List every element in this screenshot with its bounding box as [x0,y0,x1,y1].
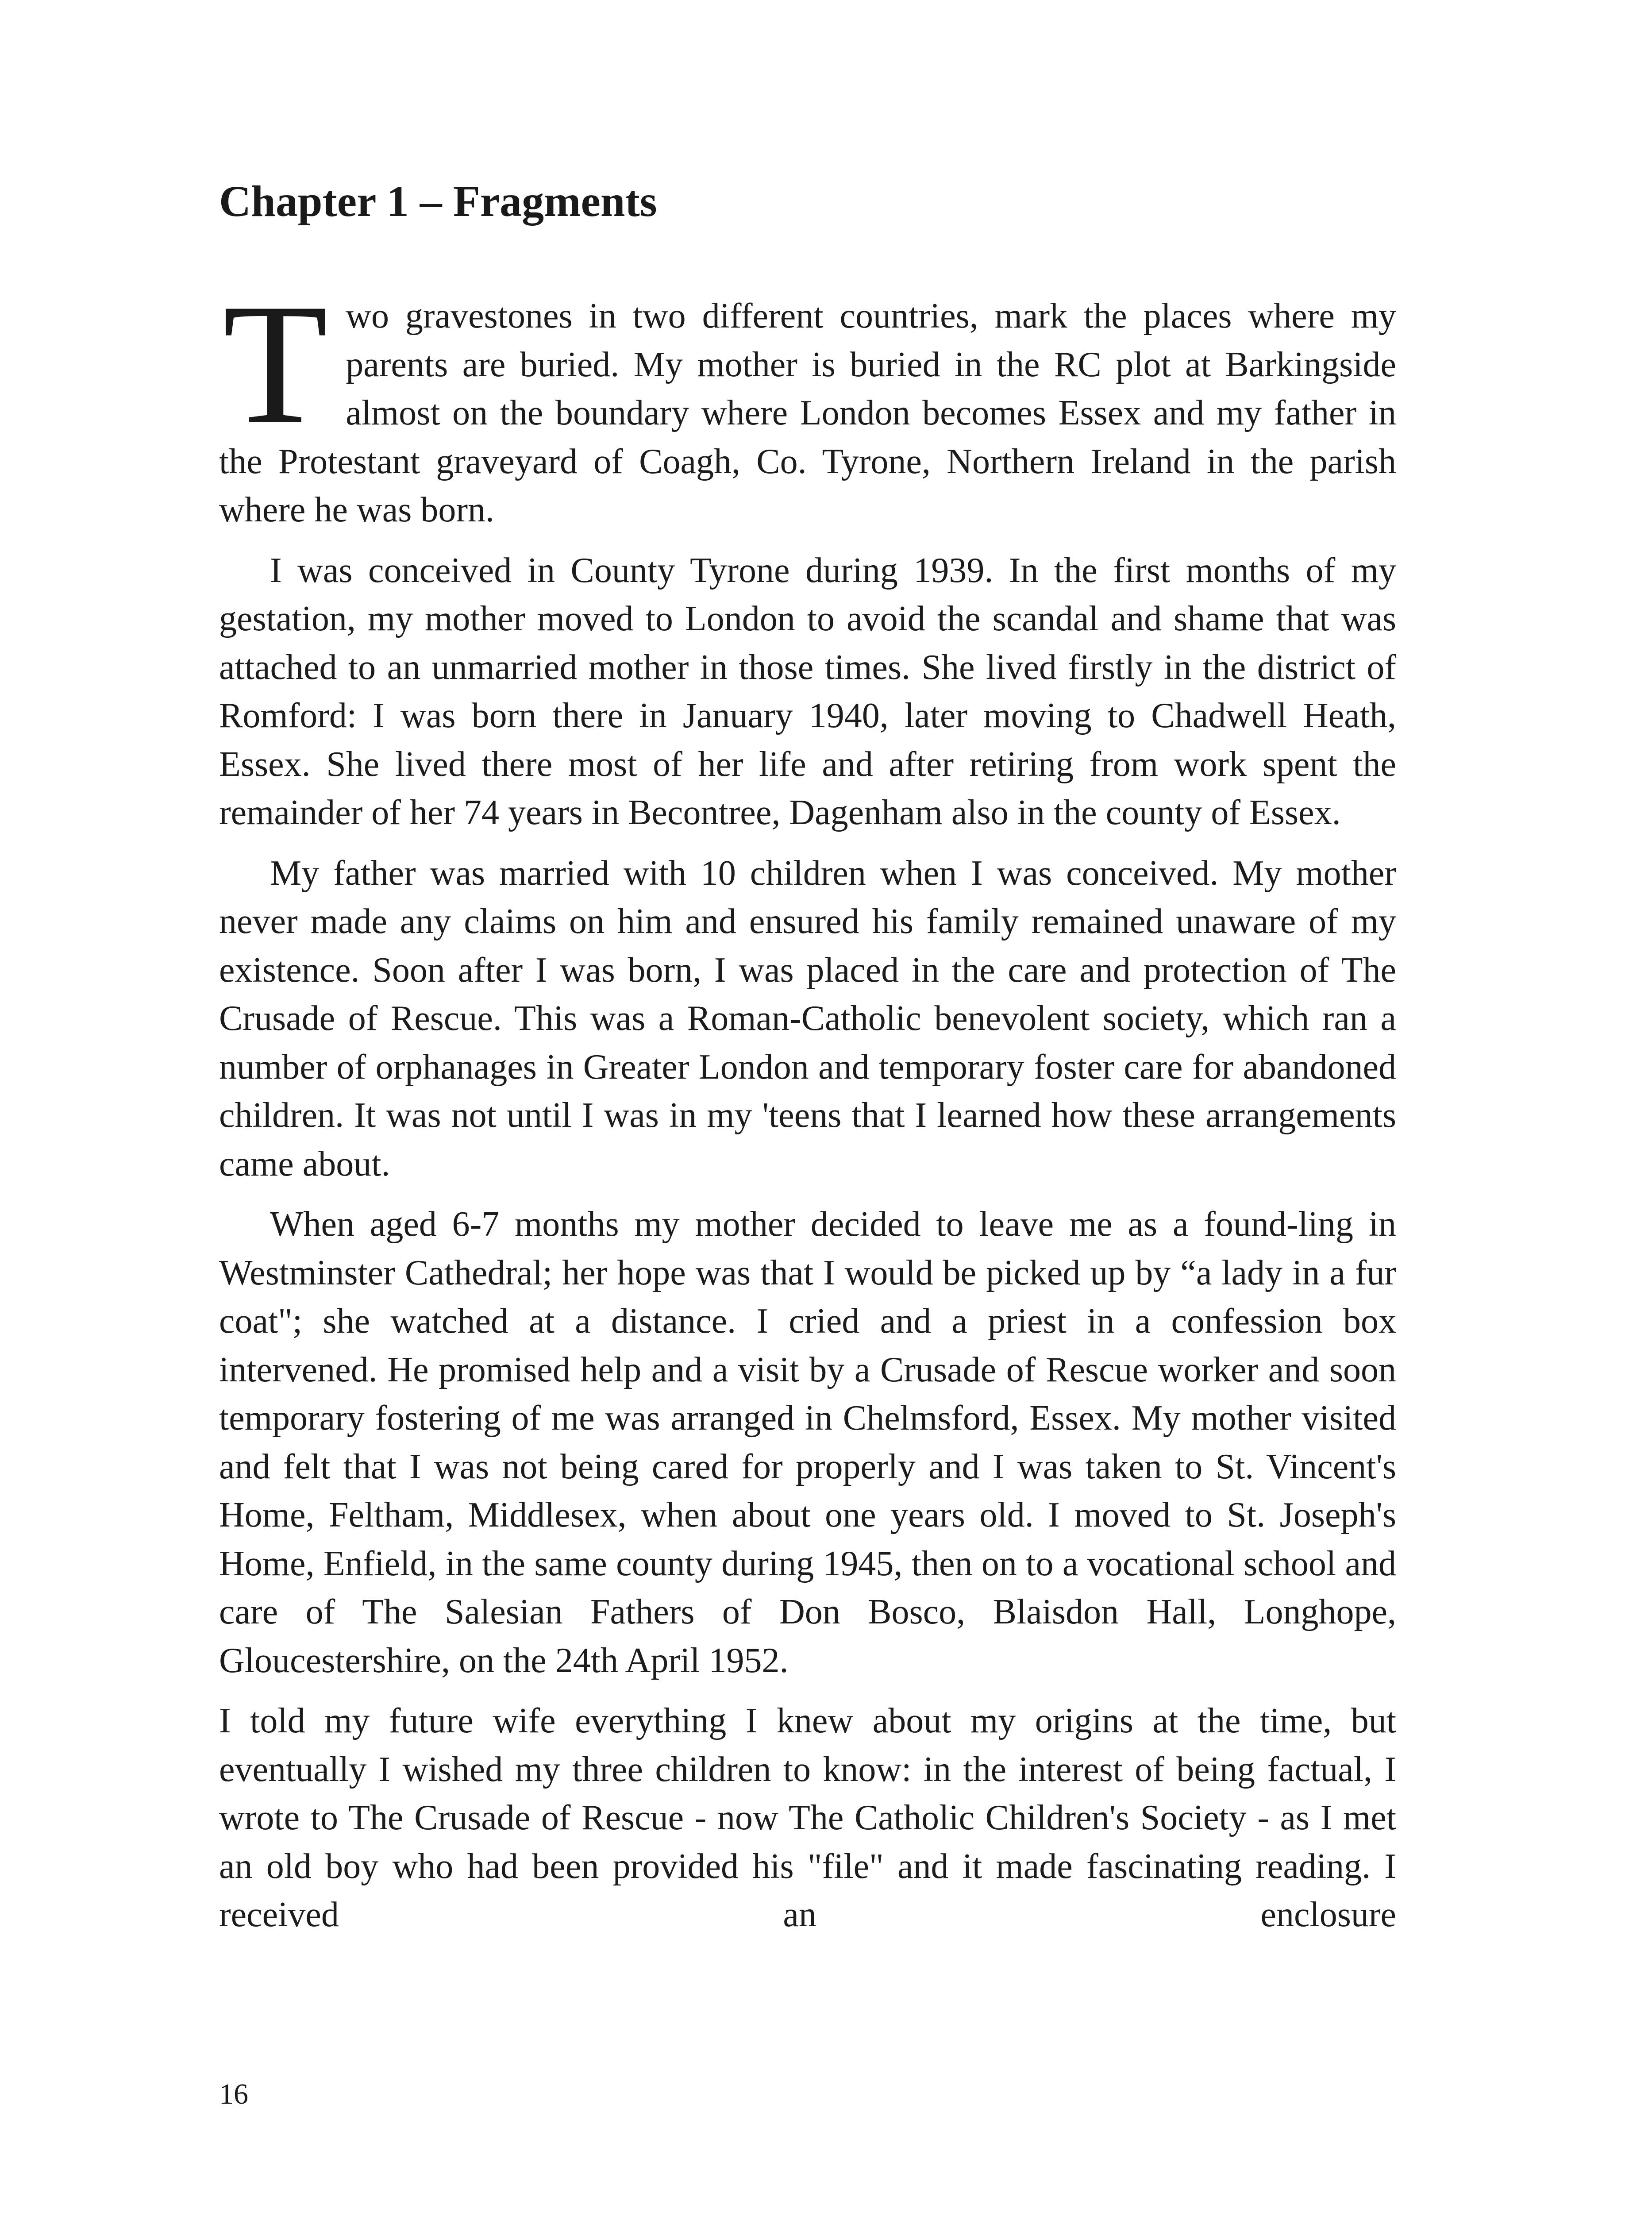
paragraph: I was conceived in County Tyrone during 1939. In the first months of my gestation, my mother moved to London to avoid the scandal and shame that was attached to an unmarried mother in those times. She lived firstly in the district of Romford: I was born there in January 1940, later moving to Chadwell Heath, Essex. She lived there most of her life and after retiring from work spent the remainder of her 74 years in Becontree, Dagenham also in the county of Essex. [219,551,1396,832]
chapter-body [219,268,1396,1939]
page-number: 16 [219,2078,248,2110]
drop-cap: T [223,268,328,459]
chapter-title: Chapter 1 – Fragments [219,177,657,226]
paragraph [219,268,1396,535]
paragraph-text: wo gravestones in two different countries, mark the places where my parents are buried. My mother is buried in the RC plot at Barkingside almost on the boundary where London becomes Essex and my father in the Protestant graveyard of Coagh, Co. Tyrone, Northern Ireland in the parish where he was born. [219,297,1396,529]
paragraph: When aged 6-7 months my mother decided to leave me as a found-ling in Westminster Cathedral; her hope was that I would be picked up by “a lady in a fur coat"; she watched at a distance. I cried and a priest in a confession box intervened. He promised help and a visit by a Crusade of Rescue worker and soon temporary fostering of me was arranged in Chelmsford, Essex. My mother visited and felt that I was not being cared for properly and I was taken to St. Vincent's Home, Feltham, Middlesex, when about one years old. I moved to St. Joseph's Home, Enfield, in the same county during 1945, then on to a vocational school and care of The Salesian Fathers of Don Bosco, Blaisdon Hall, Longhope, Gloucestershire, on the 24th April 1952. [219,1205,1396,1680]
paragraph: My father was married with 10 children when I was conceived. My mother never made any claims on him and ensured his family remained unaware of my existence. Soon after I was born, I was placed in the care and protection of The Crusade of Rescue. This was a Roman-Catholic benevolent society, which ran a number of orphanages in Greater London and temporary foster care for abandoned children. It was not until I was in my 'teens that I learned how these arrangements came about. [219,853,1396,1184]
paragraph: I told my future wife everything I knew about my origins at the time, but eventually I wished my three children to know: in the interest of being factual, I wrote to The Crusade of Rescue - now The Catholic Children's Society - as I met an old boy who had been provided his "file" and it made fascinating reading. I received an enclosure [219,1701,1396,1934]
